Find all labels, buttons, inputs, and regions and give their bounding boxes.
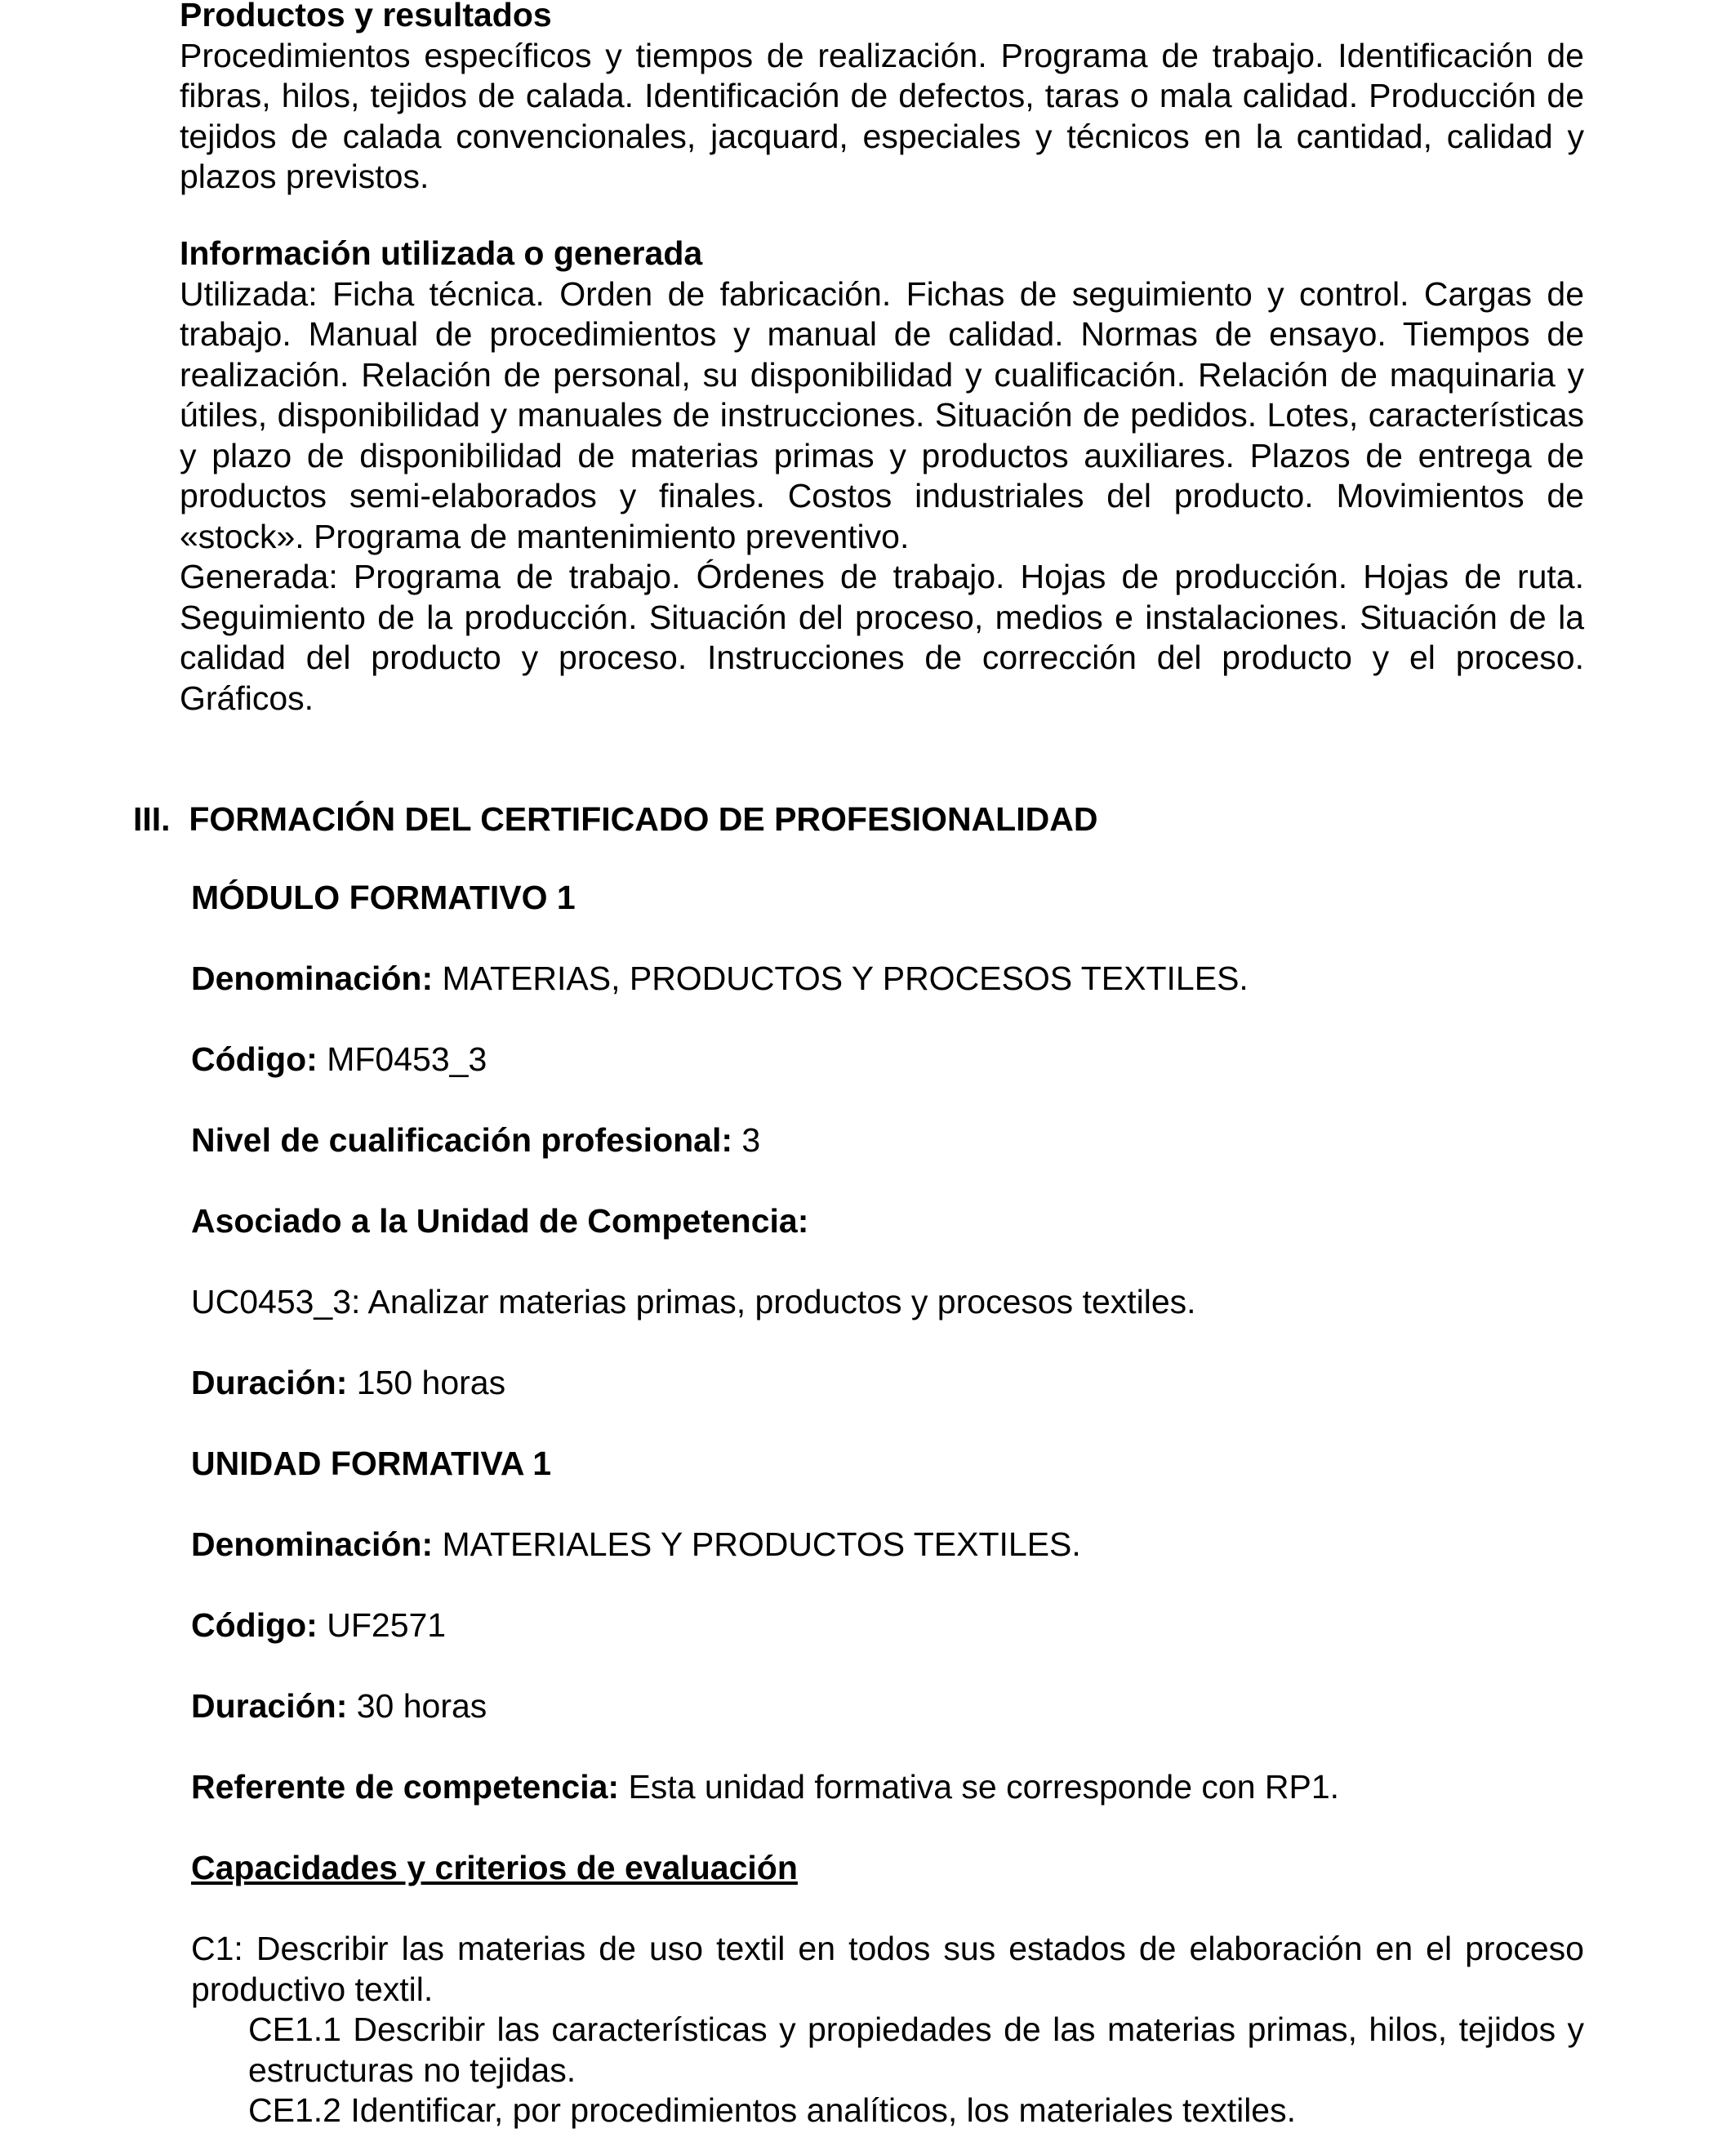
- unidad-duracion: [191, 1686, 1584, 1727]
- capacidad-c1: C1: Describir las materias de uso textil en todos sus estados de elaboración en el proceso productivo textil.: [191, 1930, 1584, 2008]
- criterios-list: [191, 1929, 1584, 2131]
- modulo-denominacion: [191, 959, 1584, 1000]
- unidad-denominacion-label: Denominación:: [191, 1525, 434, 1563]
- unidad-denominacion: [191, 1525, 1584, 1565]
- modulo-nivel-value: 3: [732, 1121, 761, 1159]
- modulo-codigo: [191, 1040, 1584, 1080]
- unidad-codigo-value: UF2571: [317, 1606, 447, 1644]
- modulo-denominacion-value: MATERIAS, PRODUCTOS Y PROCESOS TEXTILES.: [433, 960, 1249, 997]
- unidad-referente: [191, 1767, 1584, 1808]
- unidad-codigo-label: Código:: [191, 1606, 318, 1644]
- productos-text: Procedimientos específicos y tiempos de realización. Programa de trabajo. Identificación de fibras, hilos, tejidos de calada. Identificación de defectos, taras o mala calidad. Producción de tejidos de calada convencionales, jacquard, especiales y técnicos en la cantidad, calidad y plazos previstos.: [180, 36, 1584, 195]
- modulo-nivel: [191, 1120, 1584, 1161]
- unidad-title: UNIDAD FORMATIVA 1: [191, 1445, 552, 1482]
- modulo-duracion: [191, 1363, 1584, 1404]
- productos-heading: Productos y resultados: [180, 0, 552, 33]
- modulo-asociado-label: Asociado a la Unidad de Competencia:: [191, 1202, 809, 1240]
- productos-section: [180, 0, 1584, 198]
- criterio-ce1-1: CE1.1 Describir las características y propiedades de las materias primas, hilos, tejidos y estructuras no tejidas.: [248, 2011, 1584, 2089]
- informacion-section: [180, 234, 1584, 719]
- unidad-duracion-value: 30 horas: [347, 1687, 487, 1725]
- unidad-referente-label: Referente de competencia:: [191, 1768, 620, 1806]
- informacion-generada: Generada: Programa de trabajo. Órdenes de trabajo. Hojas de producción. Hojas de ruta. Seguimiento de la producción. Situación del proceso, medios e instalaciones. Situación de la calidad del producto y proceso. Instrucciones de corrección del producto y el proceso. Gráficos.: [180, 558, 1584, 717]
- modulo-duracion-value: 150 horas: [347, 1364, 506, 1401]
- unidad-duracion-label: Duración:: [191, 1687, 348, 1725]
- modulo-uc-text: UC0453_3: Analizar materias primas, productos y procesos textiles.: [191, 1283, 1196, 1320]
- criterio-ce1-2: CE1.2 Identificar, por procedimientos analíticos, los materiales textiles.: [248, 2091, 1296, 2129]
- modulo-nivel-label: Nivel de cualificación profesional:: [191, 1121, 733, 1159]
- modulo-codigo-label: Código:: [191, 1040, 318, 1078]
- unidad-denominacion-value: MATERIALES Y PRODUCTOS TEXTILES.: [433, 1525, 1081, 1563]
- unidad-referente-value: Esta unidad formativa se corresponde con RP1.: [619, 1768, 1340, 1806]
- informacion-heading: Información utilizada o generada: [180, 234, 703, 272]
- section-iii-title: III. FORMACIÓN DEL CERTIFICADO DE PROFESIONALIDAD: [133, 800, 1098, 838]
- modulo-codigo-value: MF0453_3: [317, 1040, 487, 1078]
- modulo-title: MÓDULO FORMATIVO 1: [191, 879, 576, 916]
- unidad-codigo: [191, 1605, 1584, 1646]
- modulo-denominacion-label: Denominación:: [191, 960, 434, 997]
- capacidades-heading: Capacidades y criterios de evaluación: [191, 1849, 798, 1886]
- modulo-duracion-label: Duración:: [191, 1364, 348, 1401]
- informacion-utilizada: Utilizada: Ficha técnica. Orden de fabricación. Fichas de seguimiento y control. Cargas de trabajo. Manual de procedimientos y manual de calidad. Normas de ensayo. Tiempos de realización. Relación de personal, su disponibilidad y cualificación. Relación de maquinaria y útiles, disponibilidad y manuales de instrucciones. Situación de pedidos. Lotes, características y plazo de disponibilidad de materias primas y productos auxiliares. Plazos de entrega de productos semi-elaborados y finales. Costos industriales del producto. Movimientos de «stock». Programa de mantenimiento preventivo.: [180, 274, 1584, 555]
